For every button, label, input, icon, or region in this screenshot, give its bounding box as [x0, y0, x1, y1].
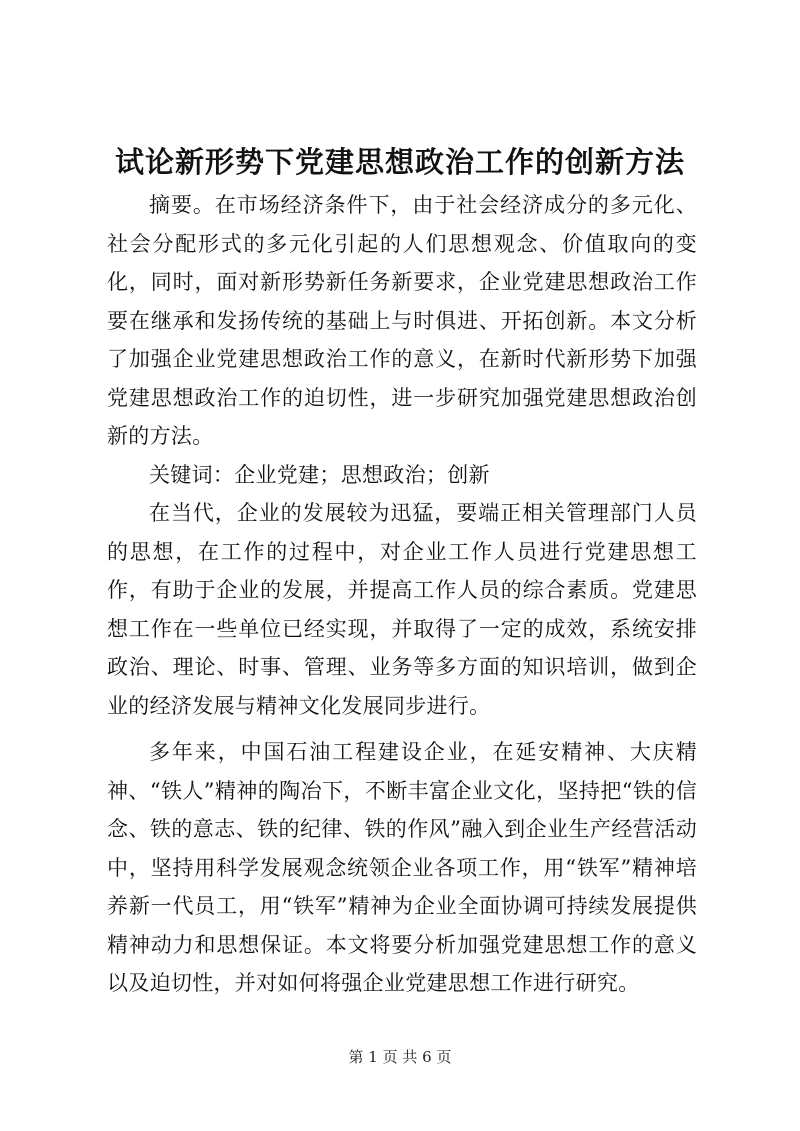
- keywords-paragraph: 关键词：企业党建；思想政治；创新: [149, 462, 490, 487]
- abstract-paragraph: 摘要。在市场经济条件下，由于社会经济成分的多元化、社会分配形式的多元化引起的人们思想观念、价值取向的变化，同时，面对新形势新任务新要求，企业党建思想政治工作要在继承和发扬传统的基础上与时俱进、开拓创新。本文分析了加强企业党建思想政治工作的意义，在新时代新形势下加强党建思想政治工作的迫切性，进一步研究加强党建思想政治创新的方法。: [107, 193, 697, 448]
- document-body: [107, 186, 697, 1003]
- background-paragraph: 多年来，中国石油工程建设企业，在延安精神、大庆精神、“铁人”精神的陶冶下，不断丰富企业文化，坚持把“铁的信念、铁的意志、铁的纪律、铁的作风”融入到企业生产经营活动中，坚持用科学发展观念统领企业各项工作，用“铁军”精神培养新一代员工，用“铁军”精神为企业全面协调可持续发展提供精神动力和思想保证。本文将要分析加强党建思想工作的意义以及迫切性，并对如何将强企业党建思想工作进行研究。: [107, 740, 697, 995]
- page-indicator: 第 1 页 共 6 页: [348, 1048, 452, 1066]
- intro-paragraph: 在当代，企业的发展较为迅猛，要端正相关管理部门人员的思想，在工作的过程中，对企业工作人员进行党建思想工作，有助于企业的发展，并提高工作人员的综合素质。党建思想工作在一些单位已经实现，并取得了一定的成效，系统安排政治、理论、时事、管理、业务等多方面的知识培训，做到企业的经济发展与精神文化发展同步进行。: [107, 501, 697, 718]
- document-title: 试论新形势下党建思想政治工作的创新方法: [114, 145, 685, 179]
